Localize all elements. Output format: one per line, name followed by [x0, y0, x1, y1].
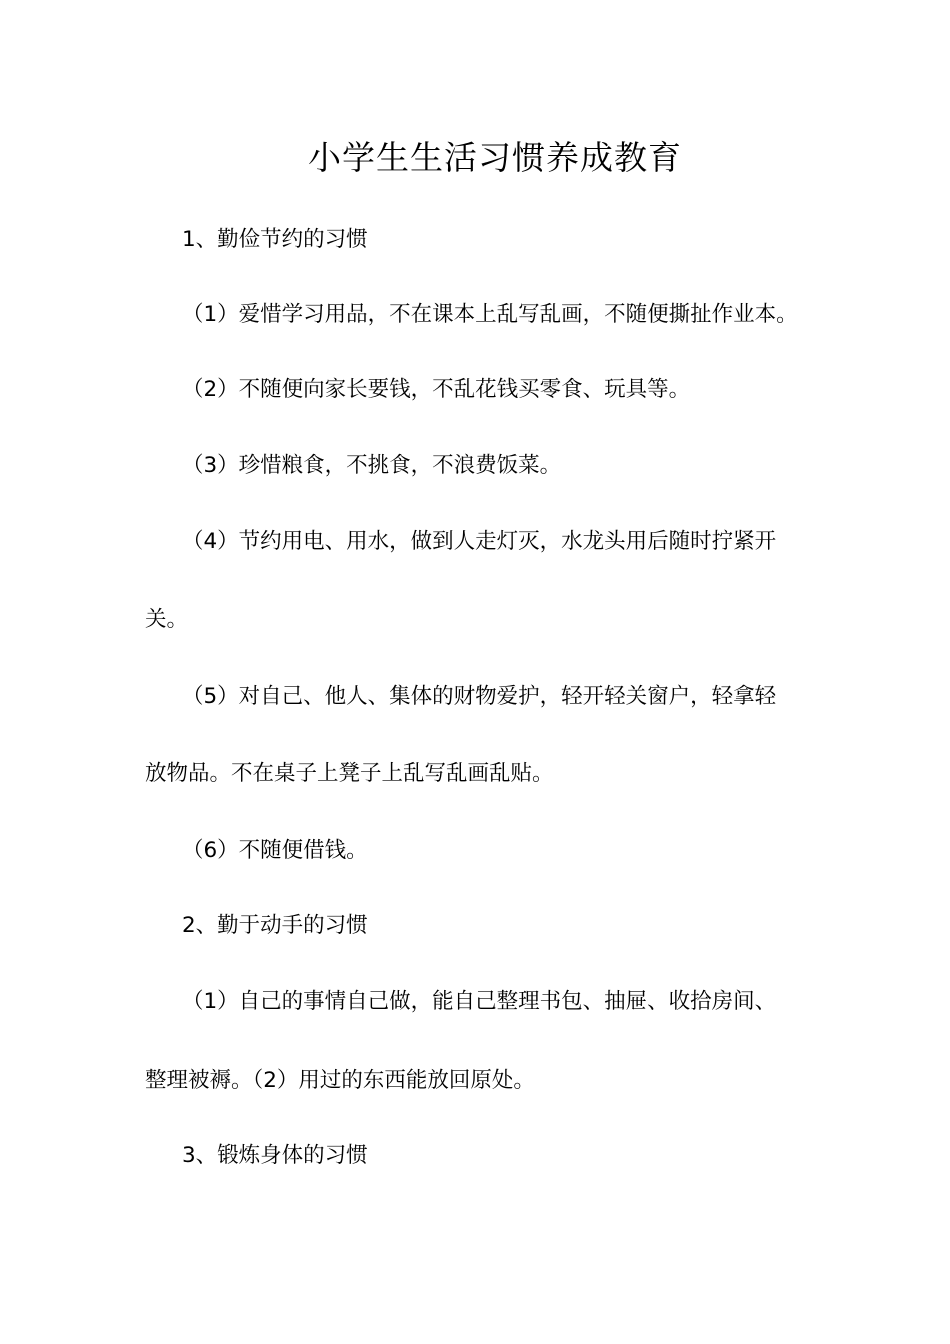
paragraph-line: （3）珍惜粮食，不挑食，不浪费饭菜。 [182, 453, 562, 478]
paragraph-line: （1）爱惜学习用品，不在课本上乱写乱画，不随便撕扯作业本。 [182, 302, 798, 327]
paragraph-line: （5）对自己、他人、集体的财物爱护，轻开轻关窗户，轻拿轻 [182, 684, 777, 709]
section-heading-handson: 2、勤于动手的习惯 [182, 913, 368, 938]
paragraph-continuation: 放物品。不在桌子上凳子上乱写乱画乱贴。 [145, 761, 554, 786]
paragraph-line: （4）节约用电、用水，做到人走灯灭，水龙头用后随时拧紧开 [182, 529, 777, 554]
paragraph-continuation: 关。 [145, 607, 189, 632]
document-title: 小学生生活习惯养成教育 [308, 138, 682, 177]
section-heading-exercise: 3、锻炼身体的习惯 [182, 1143, 368, 1168]
paragraph-line: （6）不随便借钱。 [182, 838, 368, 863]
paragraph-line: （2）不随便向家长要钱，不乱花钱买零食、玩具等。 [182, 377, 691, 402]
paragraph-line: （1）自己的事情自己做，能自己整理书包、抽屉、收拾房间、 [182, 989, 777, 1014]
paragraph-continuation: 整理被褥。（2）用过的东西能放回原处。 [145, 1068, 535, 1093]
section-heading-thrift: 1、勤俭节约的习惯 [182, 227, 368, 252]
